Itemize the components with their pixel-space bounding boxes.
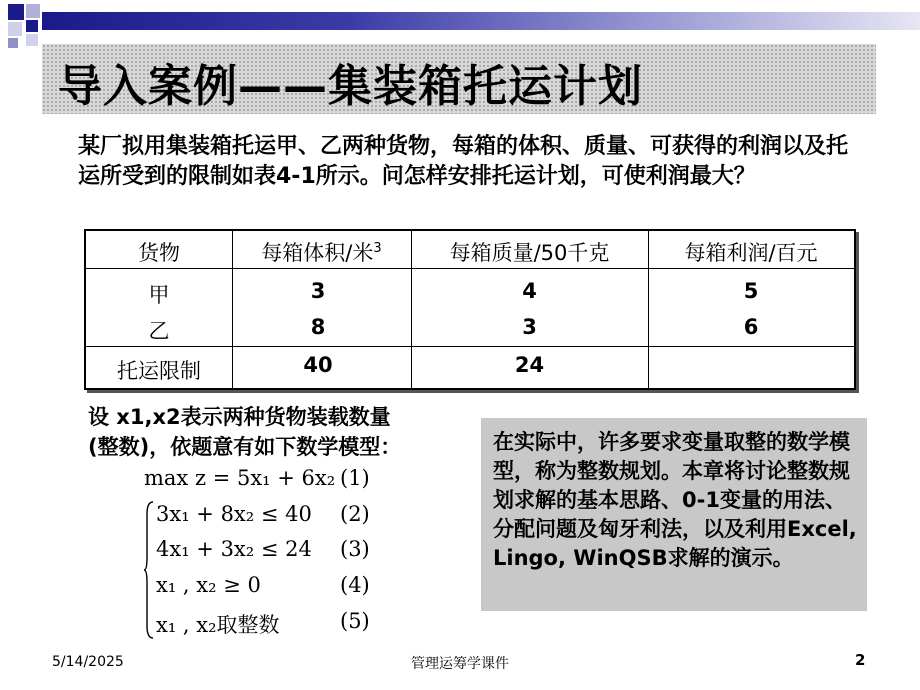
table-cell-goods: 甲 xyxy=(148,283,170,307)
top-gradient-bar xyxy=(42,12,920,30)
equation-number: (2) xyxy=(340,502,370,526)
footer-date: 5/14/2025 xyxy=(52,654,124,670)
table-cell-mass: 3 xyxy=(522,315,537,339)
equation-number: (3) xyxy=(340,537,370,561)
equation-number: (1) xyxy=(340,466,370,490)
table-cell-limit-volume: 40 xyxy=(303,353,333,377)
decor-square xyxy=(8,4,24,20)
table-cell-volume: 3 xyxy=(310,279,326,303)
decor-square xyxy=(8,38,18,48)
page-number: 2 xyxy=(855,651,866,669)
variable-definition xyxy=(88,402,401,462)
decor-square xyxy=(8,22,22,36)
constraint-brace xyxy=(144,500,154,640)
equation-number: (4) xyxy=(340,573,370,597)
table-cell-profit: 6 xyxy=(743,315,759,339)
slide-title: 导入案例——集装箱托运计划 xyxy=(58,61,643,112)
table-cell-volume: 8 xyxy=(310,315,326,339)
data-table xyxy=(84,229,856,390)
footer-title: 管理运筹学课件 xyxy=(411,656,509,672)
decor-square xyxy=(26,4,40,18)
objective-function: max z = 5x₁ + 6x₂ xyxy=(144,466,336,490)
constraint-expr: 3x₁ + 8x₂ ≤ 40 xyxy=(156,502,312,526)
definition-line: 设 x1,x2表示两种货物装载数量 xyxy=(88,405,391,429)
intro-paragraph: 某厂拟用集装箱托运甲、乙两种货物，每箱的体积、质量、可获得的利润以及托运所受到的限制如表4-1所示。问怎样安排托运计划，可使利润最大？ xyxy=(78,134,849,189)
equation-number: (5) xyxy=(340,609,370,633)
table-header-mass: 每箱质量/50千克 xyxy=(449,241,610,265)
constraint-expr: x₁ , x₂取整数 xyxy=(156,613,280,637)
table-header-volume-label: 每箱体积/米 xyxy=(261,241,374,265)
constraint-expr: x₁ , x₂ ≥ 0 xyxy=(156,573,261,597)
table-cell-mass: 4 xyxy=(522,279,537,303)
definition-line: (整数)，依题意有如下数学模型： xyxy=(88,435,402,459)
table-header-volume xyxy=(232,237,411,267)
table-cell-limit-mass: 24 xyxy=(514,353,545,377)
table-cell-profit: 5 xyxy=(743,279,759,303)
info-text: 在实际中，许多要求变量取整的数学模型，称为整数规划。本章将讨论整数规划求解的基本思路、0-1变量的用法、分配问题及匈牙利法，以及利用Excel, Lingo, WinQSB求解的演示。 xyxy=(493,430,857,570)
table-header-volume-sup: 3 xyxy=(373,241,382,256)
constraint-expr: 4x₁ + 3x₂ ≤ 24 xyxy=(156,537,312,561)
table-header-goods: 货物 xyxy=(138,241,180,265)
table-header-profit: 每箱利润/百元 xyxy=(684,241,818,265)
decor-square xyxy=(26,20,38,32)
info-box xyxy=(481,418,867,611)
table-cell-limit-label: 托运限制 xyxy=(117,359,201,383)
decor-square xyxy=(26,34,38,46)
table-cell-goods: 乙 xyxy=(148,319,170,343)
